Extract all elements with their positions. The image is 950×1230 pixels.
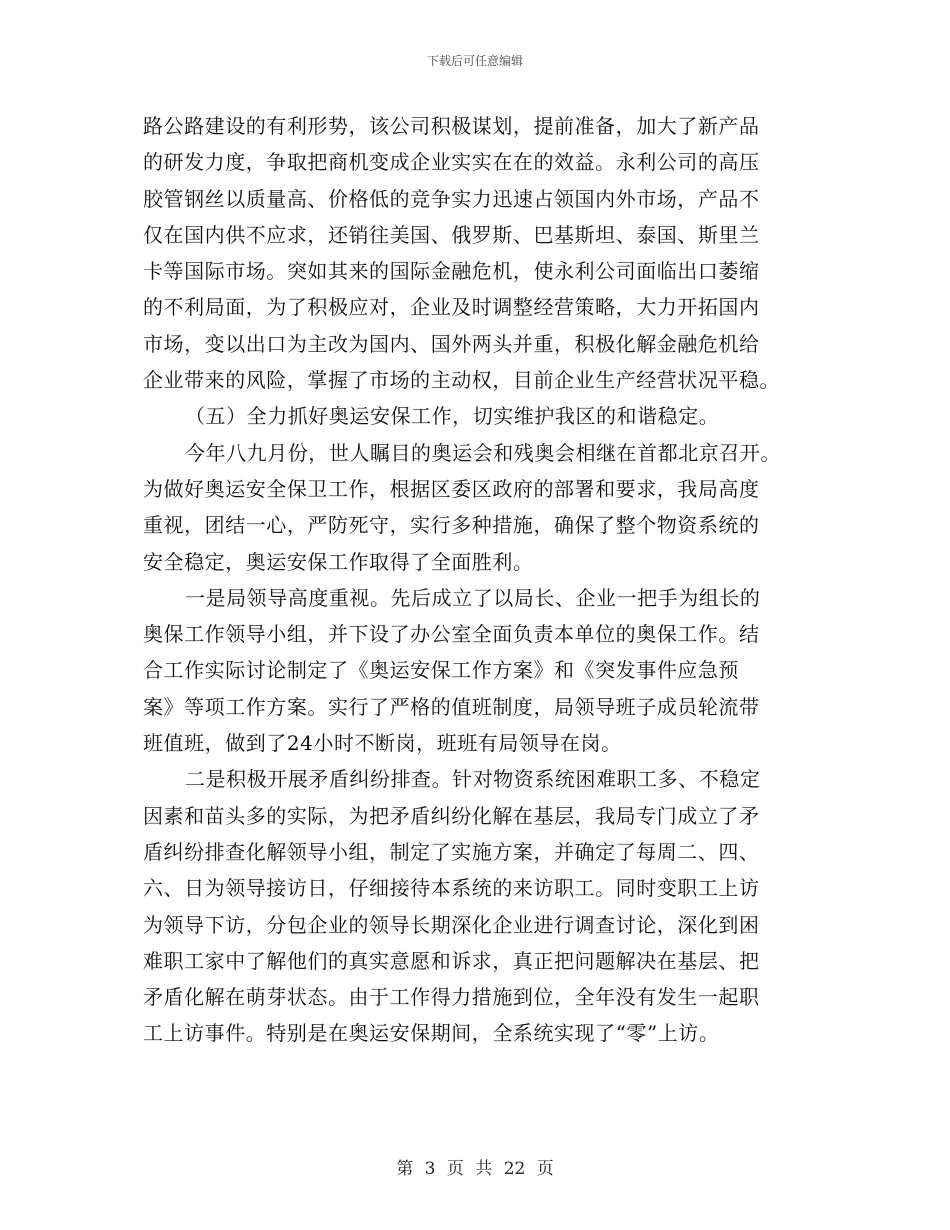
text-line: 矛盾化解在萌芽状态。由于工作得力措施到位，全年没有发生一起职 xyxy=(143,985,760,1010)
text-line: 安全稳定，奥运安保工作取得了全面胜利。 xyxy=(143,549,534,574)
text-line: 班值班，做到了24小时不断岗，班班有局领导在岗。 xyxy=(143,731,622,756)
text-line: 合工作实际讨论制定了《奥运安保工作方案》和《突发事件应急预 xyxy=(143,658,739,683)
text-line: 盾纠纷排查化解领导小组，制定了实施方案，并确定了每周二、四、 xyxy=(143,839,760,864)
text-line: 难职工家中了解他们的真实意愿和诉求，真正把问题解决在基层、把 xyxy=(143,948,760,973)
text-line: 工上访事件。特别是在奥运安保期间，全系统实现了“零”上访。 xyxy=(143,1021,720,1046)
text-line: 胶管钢丝以质量高、价格低的竞争实力迅速占领国内外市场，产品不 xyxy=(143,186,760,211)
text-line: 案》等项工作方案。实行了严格的值班制度，局领导班子成员轮流带 xyxy=(143,694,760,719)
text-line: 奥保工作领导小组，并下设了办公室全面负责本单位的奥保工作。结 xyxy=(143,622,760,647)
text-line: 的不利局面，为了积极应对，企业及时调整经营策略，大力开拓国内 xyxy=(143,295,760,320)
text-line: 今年八九月份，世人瞩目的奥运会和残奥会相继在首都北京召开。 xyxy=(185,440,781,465)
text-line: 为领导下访，分包企业的领导长期深化企业进行调查讨论，深化到困 xyxy=(143,912,760,937)
text-line: 一是局领导高度重视。先后成立了以局长、企业一把手为组长的 xyxy=(185,585,761,610)
document-body xyxy=(143,108,815,1052)
text-line: （五）全力抓好奥运安保工作，切实维护我区的和谐稳定。 xyxy=(185,404,720,429)
text-line: 的研发力度，争取把商机变成企业实实在在的效益。永利公司的高压 xyxy=(143,150,760,175)
text-line: 路公路建设的有利形势，该公司积极谋划，提前准备，加大了新产品 xyxy=(143,114,760,138)
text-line: 为做好奥运安全保卫工作，根据区委区政府的部署和要求，我局高度 xyxy=(143,476,760,501)
text-line: 仅在国内供不应求，还销往美国、俄罗斯、巴基斯坦、泰国、斯里兰 xyxy=(143,222,760,247)
text-line: 卡等国际市场。突如其来的国际金融危机，使永利公司面临出口萎缩 xyxy=(143,259,760,284)
text-line: 企业带来的风险，掌握了市场的主动权，目前企业生产经营状况平稳。 xyxy=(143,368,781,393)
page-footer: 第 3 页 共 22 页 xyxy=(396,1159,554,1179)
text-line: 二是积极开展矛盾纠纷排查。针对物资系统困难职工多、不稳定 xyxy=(185,767,761,792)
text-line: 重视，团结一心，严防死守，实行多种措施，确保了整个物资系统的 xyxy=(143,513,760,538)
text-line: 因素和苗头多的实际，为把矛盾纠纷化解在基层，我局专门成立了矛 xyxy=(143,803,760,828)
text-line: 六、日为领导接访日，仔细接待本系统的来访职工。同时变职工上访 xyxy=(143,876,760,901)
page-header: 下载后可任意编辑 xyxy=(426,54,523,68)
text-line: 市场，变以出口为主改为国内、国外两头并重，积极化解金融危机给 xyxy=(143,331,760,356)
